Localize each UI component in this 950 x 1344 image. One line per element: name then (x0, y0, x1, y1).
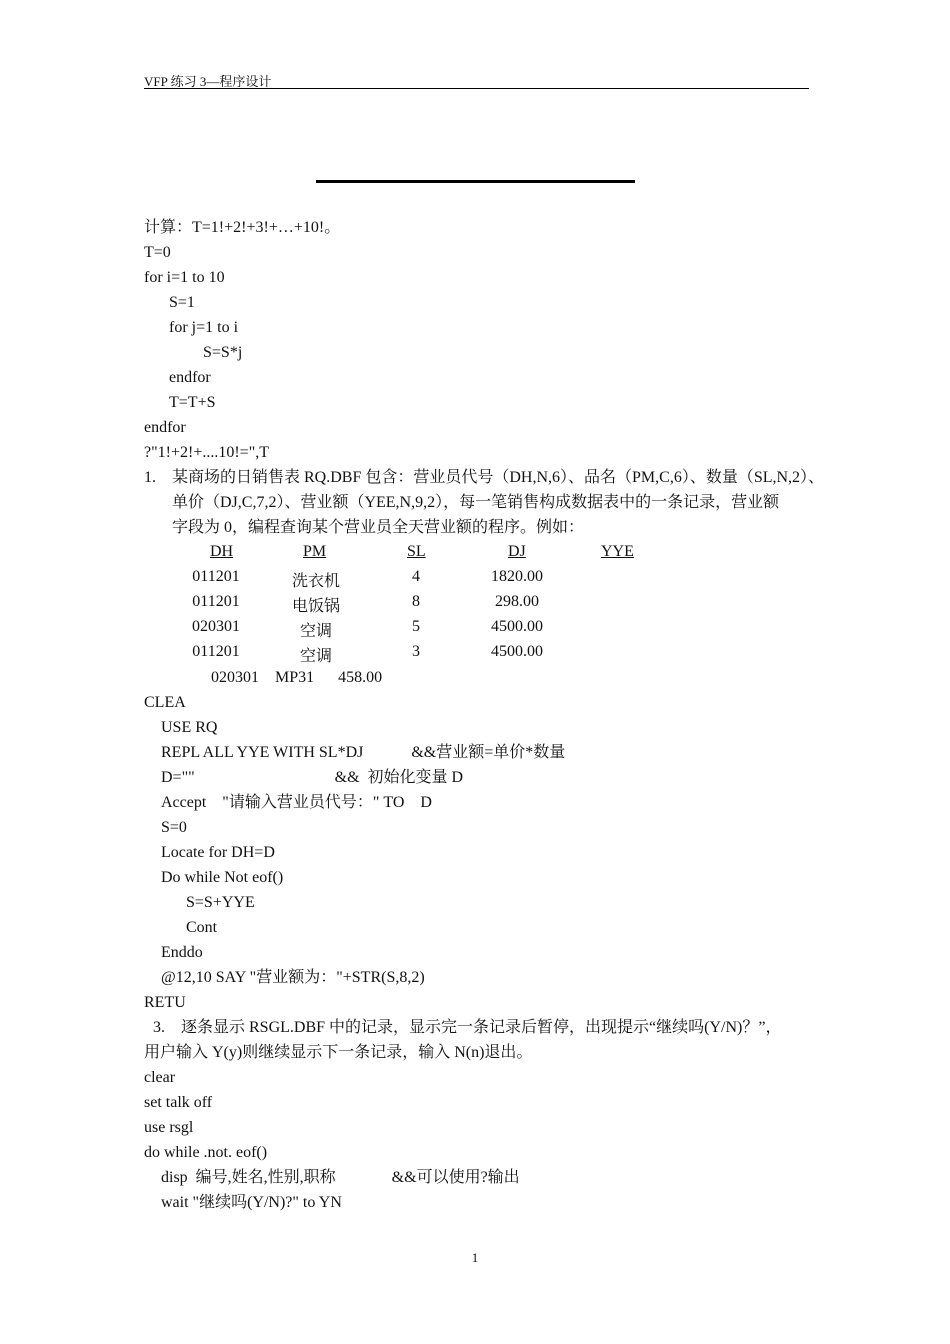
code-line: endfor (144, 419, 186, 436)
code-line: Cont (186, 919, 218, 936)
header-rule (144, 88, 809, 89)
table-header-sl: SL (407, 543, 426, 560)
code-line: RETU (144, 994, 186, 1011)
code-line: clear (144, 1069, 176, 1086)
code-line: S=1 (169, 294, 195, 311)
code-line: wait "继续吗(Y/N)?" to YN (161, 1194, 342, 1211)
code-line: T=0 (144, 244, 171, 261)
code-line: @12,10 SAY "营业额为："+STR(S,8,2) (161, 969, 425, 986)
intro-line: 计算：T=1!+2!+3!+…+10!。 (144, 219, 341, 236)
code-line: T=T+S (169, 394, 216, 411)
table-extra-row: 020301 MP31 458.00 (211, 669, 383, 686)
table-cell: 298.00 (495, 593, 539, 610)
table-cell: 011201 (192, 643, 240, 660)
page-number: 1 (471, 1250, 479, 1265)
code-line: Do while Not eof() (161, 869, 284, 886)
code-line: Enddo (161, 944, 203, 961)
table-cell: 洗衣机 (291, 573, 340, 590)
title-underline (316, 180, 635, 183)
table-cell: 011201 (192, 568, 240, 585)
table-header-dh: DH (210, 543, 234, 560)
table-cell: 5 (412, 618, 420, 635)
code-line: S=S+YYE (186, 894, 255, 911)
code-line: REPL ALL YYE WITH SL*DJ &&营业额=单价*数量 (161, 744, 566, 761)
table-cell: 3 (412, 643, 420, 660)
code-line: ?"1!+2!+....10!=",T (144, 444, 269, 461)
code-line: endfor (169, 369, 211, 386)
code-line: for i=1 to 10 (144, 269, 225, 286)
table-cell: 011201 (192, 593, 240, 610)
code-line: S=0 (161, 819, 187, 836)
question-text: 单价（DJ,C,7,2）、营业额（YEE,N,9,2），每一笔销售构成数据表中的一条记录，营业额 (172, 494, 780, 511)
table-header-pm: PM (303, 543, 327, 560)
table-cell: 8 (412, 593, 420, 610)
table-cell: 4 (412, 568, 420, 585)
code-line: do while .not. eof() (144, 1144, 268, 1161)
table-cell: 电饭锅 (291, 598, 340, 615)
code-line: CLEA (144, 694, 186, 711)
table-cell: 020301 (192, 618, 240, 635)
code-line: D="" && 初始化变量 D (161, 769, 464, 786)
table-cell: 4500.00 (491, 643, 543, 660)
code-line: Accept "请输入营业员代号：" TO D (161, 794, 432, 811)
question-text: 某商场的日销售表 RQ.DBF 包含：营业员代号（DH,N,6）、品名（PM,C,6）、数量（SL,N,2）、 (172, 469, 825, 486)
question-text: 3. 逐条显示 RSGL.DBF 中的记录，显示完一条记录后暂停，出现提示“继续吗(Y/N)？”， (153, 1019, 782, 1036)
table-cell: 空调 (299, 648, 332, 665)
code-line: disp 编号,姓名,性别,职称 &&可以使用?输出 (161, 1169, 520, 1186)
table-cell: 空调 (299, 623, 332, 640)
table-cell: 4500.00 (491, 618, 543, 635)
page-header: VFP 练习 3—程序设计 (144, 74, 272, 89)
table-cell: 1820.00 (491, 568, 543, 585)
code-line: use rsgl (144, 1119, 194, 1136)
code-line: set talk off (144, 1094, 213, 1111)
table-header-dj: DJ (508, 543, 526, 560)
code-line: S=S*j (203, 344, 243, 361)
code-line: USE RQ (161, 719, 218, 736)
question-text: 字段为 0，编程查询某个营业员全天营业额的程序。例如： (172, 519, 585, 536)
code-line: Locate for DH=D (161, 844, 275, 861)
table-header-yye: YYE (601, 543, 634, 560)
question-number: 1. (144, 469, 156, 486)
code-line: for j=1 to i (169, 319, 239, 336)
question-text: 用户输入 Y(y)则继续显示下一条记录，输入 N(n)退出。 (144, 1044, 533, 1061)
